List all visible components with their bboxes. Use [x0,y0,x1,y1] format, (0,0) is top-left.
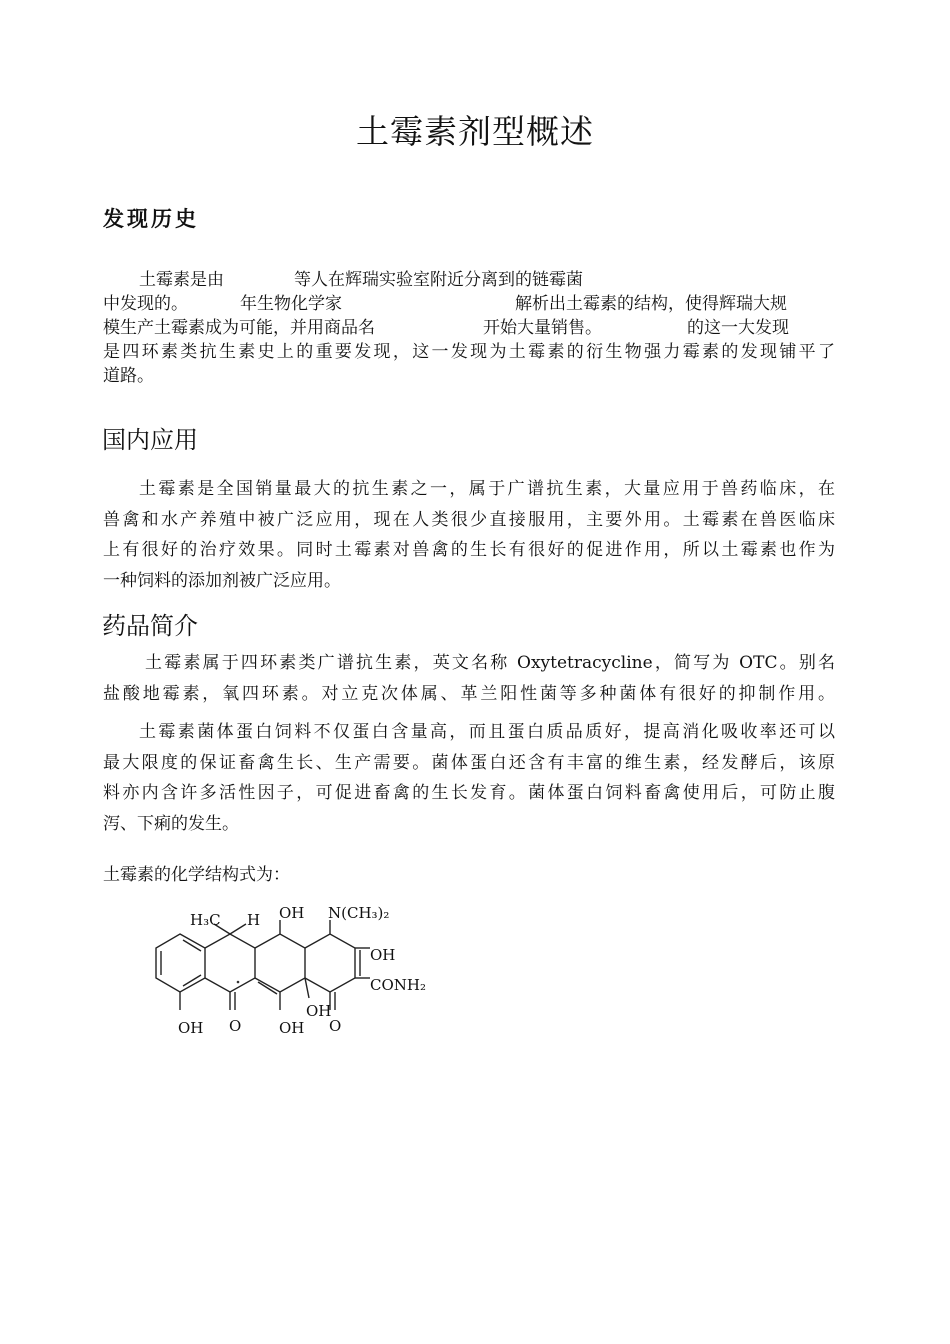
paragraph-history [103,268,835,388]
heading-domestic: 国内应用 [102,426,198,454]
label-o-right: O [329,1017,342,1035]
label-oh-right: OH [370,946,396,964]
structure-caption: 土霉素的化学结构式为： [103,865,290,885]
text-line: 模生产土霉素成为可能，并用商品名 开始大量销售。 的这一大发现 [103,318,789,338]
ring-a-inner-bond [183,975,201,986]
text-line: 土霉素是由 等人在辉瑞实验室附近分离到的链霉菌 [139,270,583,290]
bond-oh-mid [305,978,309,998]
text-line: 土霉素是全国销量最大的抗生素之一，属于广谱抗生素，大量应用于兽药临床，在 [139,479,835,499]
text-line: 一种饲料的添加剂被广泛应用。 [103,570,341,591]
text-line: 兽禽和水产养殖中被广泛应用，现在人类很少直接服用，主要外用。土霉素在兽医临床 [103,509,835,530]
ring-c [255,934,305,992]
text-line: 土霉素菌体蛋白饲料不仅蛋白含量高，而且蛋白质品质好，提高消化吸收率还可以 [139,722,835,742]
text-line: 道路。 [103,366,154,386]
text-line: 上有很好的治疗效果。同时土霉素对兽禽的生长有很好的促进作用，所以土霉素也作为 [103,540,835,560]
stray-dot [237,981,240,984]
ring-b [205,934,255,992]
text-line: 料亦内含许多活性因子，可促进畜禽的生长发育。菌体蛋白饲料畜禽使用后，可防止腹 [103,783,835,803]
heading-drug: 药品简介 [102,612,198,640]
paragraph-drug-intro [103,648,835,709]
ring-a [156,934,205,992]
oxytetracycline-structure-diagram [148,898,448,1048]
text-line: 最大限度的保证畜禽生长、生产需要。菌体蛋白还含有丰富的维生素，经发酵后，该原 [103,752,835,773]
heading-history: 发现历史 [103,207,199,231]
label-conh2: CONH₂ [370,976,426,994]
ring-d [305,934,355,992]
label-oh-bottom-left: OH [178,1019,204,1037]
label-h3c: H₃C [190,911,221,929]
label-oh-mid-upper: OH [306,1002,332,1020]
label-oh-mid-lower: OH [279,1019,305,1037]
structure-labels [178,904,426,1037]
bond-h [230,924,246,934]
document-title: 土霉素剂型概述 [356,112,594,151]
paragraph-domestic [103,474,835,596]
text-line: 盐酸地霉素，氧四环素。对立克次体属、革兰阳性菌等多种菌体有很好的抑制作用。 [103,683,835,704]
label-o-left: O [229,1017,242,1035]
skeleton-bonds [156,920,370,1010]
text-line: 泻、下痢的发生。 [103,813,239,834]
text-line: 是四环素类抗生素史上的重要发现，这一发现为土霉素的衍生物强力霉素的发现铺平了 [103,342,835,362]
text-line: 土霉素属于四环素类广谱抗生素，英文名称 Oxytetracycline，简写为 OTC。别名 [145,653,835,673]
paragraph-drug-feed [103,717,835,839]
ring-a-inner-bond [183,940,201,951]
label-oh-top: OH [279,904,305,922]
text-line: 中发现的。 年生物化学家 解析出土霉素的结构，使得辉瑞大规 [103,294,787,314]
label-h: H [247,911,261,929]
label-nme2: N(CH₃)₂ [328,904,390,922]
